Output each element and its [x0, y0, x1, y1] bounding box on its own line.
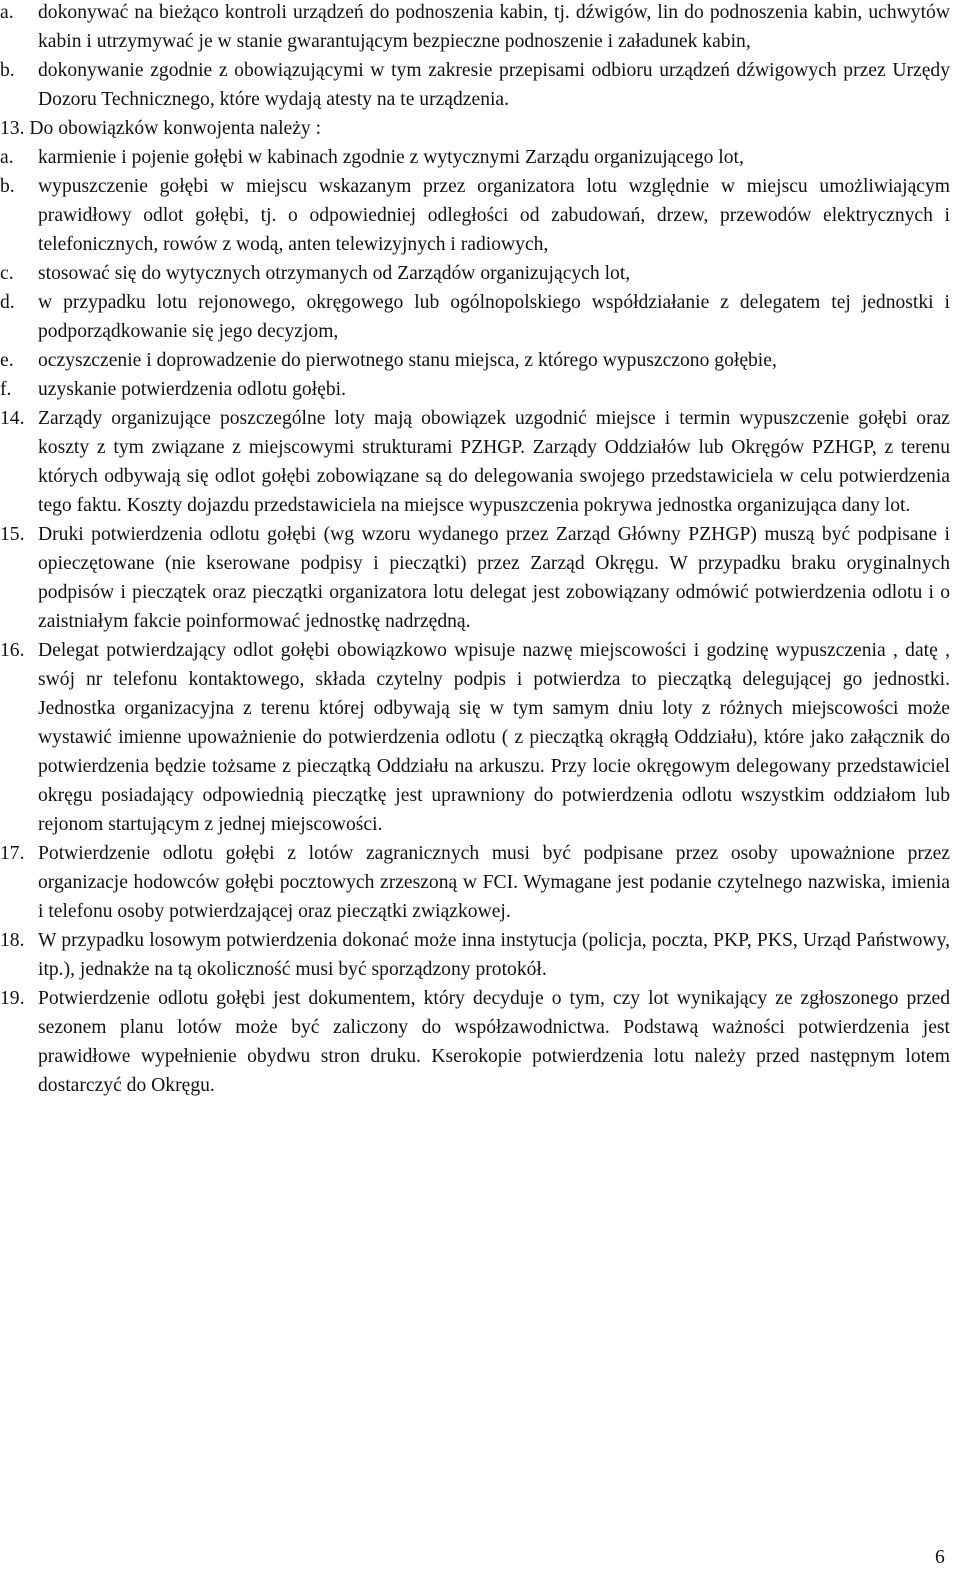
item-text: uzyskanie potwierdzenia odlotu gołębi. [38, 379, 346, 400]
section-text: Druki potwierdzenia odlotu gołębi (wg wzoru wydanego przez Zarząd Główny PZHGP) muszą być podpisane i opieczętowane (nie kserowane podpisy i pieczątki) przez Zarząd Okręgu. W przypadku braku oryginalnych podpisów i pieczątek oraz pieczątki organizatora lotu delegat jest zobowiązany odmówić potwierdzenia odlotu i o zaistniałym fakcie poinformować jednostkę nadrzędną. [38, 524, 950, 632]
section-14 [0, 404, 950, 520]
item-label: a. [0, 2, 14, 23]
item-text: stosować się do wytycznych otrzymanych od Zarządów organizujących lot, [38, 263, 631, 284]
section-number: 14. [0, 408, 25, 429]
list-item [0, 172, 950, 259]
list-item [0, 346, 950, 375]
section-number: 18. [0, 930, 25, 951]
section-number: 15. [0, 524, 25, 545]
item-text: wypuszczenie gołębi w miejscu wskazanym przez organizatora lotu względnie w miejscu umożliwiającym prawidłowy odlot gołębi, tj. o odpowiedniej odległości od zabudowań, drzew, przewodów elektrycznych i telefonicznych, rowów z wodą, anten telewizyjnych i radiowych, [38, 176, 950, 255]
section-text: Potwierdzenie odlotu gołębi z lotów zagranicznych musi być podpisane przez osoby upoważnione przez organizacje hodowców gołębi pocztowych zrzeszoną w FCI. Wymagane jest podanie czytelnego nazwiska, imienia i telefonu osoby potwierdzającej oraz pieczątki związkowej. [38, 843, 950, 922]
item-label: f. [0, 379, 12, 400]
section-heading-text: Do obowiązków konwojenta należy : [29, 118, 322, 139]
item-text: karmienie i pojenie gołębi w kabinach zgodnie z wytycznymi Zarządu organizującego lot, [38, 147, 744, 168]
item-text: dokonywanie zgodnie z obowiązującymi w tym zakresie przepisami odbioru urządzeń dźwigowych przez Urzędy Dozoru Technicznego, które wydają atesty na te urządzenia. [38, 60, 950, 110]
item-label: b. [0, 60, 15, 81]
list-item [0, 259, 950, 288]
section-text: W przypadku losowym potwierdzenia dokonać może inna instytucja (policja, poczta, PKP, PKS, Urząd Państwowy, itp.), jednakże na tą okoliczność musi być sporządzony protokół. [38, 930, 950, 980]
item-text: dokonywać na bieżąco kontroli urządzeń do podnoszenia kabin, tj. dźwigów, lin do podnoszenia kabin, uchwytów kabin i utrzymywać je w stanie gwarantującym bezpieczne podnoszenie i załadunek kabin, [38, 2, 950, 52]
section-15 [0, 520, 950, 636]
item-label: d. [0, 292, 15, 313]
page-number: 6 [935, 1547, 945, 1568]
section-17 [0, 839, 950, 926]
item-label: e. [0, 350, 14, 371]
section-number: 17. [0, 843, 25, 864]
section-18 [0, 926, 950, 984]
item-text: w przypadku lotu rejonowego, okręgowego lub ogólnopolskiego współdziałanie z delegatem tej jednostki i podporządkowanie się jego decyzjom, [38, 292, 950, 342]
list-item [0, 56, 950, 114]
list-item [0, 0, 950, 56]
section-19 [0, 984, 950, 1100]
item-label: a. [0, 147, 14, 168]
section-text: Potwierdzenie odlotu gołębi jest dokumentem, który decyduje o tym, czy lot wynikający ze zgłoszonego przed sezonem planu lotów może być zaliczony do współzawodnictwa. Podstawą ważności potwierdzenia jest prawidłowe wypełnienie obydwu stron druku. Kserokopie potwierdzenia lotu należy przed następnym lotem dostarczyć do Okręgu. [38, 988, 950, 1096]
section-number: 16. [0, 640, 25, 661]
list-item [0, 288, 950, 346]
item-text: oczyszczenie i doprowadzenie do pierwotnego stanu miejsca, z którego wypuszczono gołębie, [38, 350, 777, 371]
section-text: Delegat potwierdzający odlot gołębi obowiązkowo wpisuje nazwę miejscowości i godzinę wypuszczenia , datę , swój nr telefonu kontaktowego, składa czytelny podpis i potwierdza to pieczątką delegującej go jednostki. Jednostka organizacyjna z terenu której odbywają się w tym samym dniu loty z różnych miejscowości może wystawić imienne upoważnienie do potwierdzenia odlotu ( z pieczątką okrągłą Oddziału), które jako załącznik do potwierdzenia będzie tożsame z pieczątką Oddziału na arkuszu. Przy locie okręgowym delegowany przedstawiciel okręgu posiadający odpowiednią pieczątkę jest uprawniony do potwierdzenia odlotu wszystkim oddziałom lub rejonom startującym z jednej miejscowości. [38, 640, 950, 835]
item-label: b. [0, 176, 15, 197]
list-item [0, 375, 950, 404]
section-13-heading [0, 114, 960, 143]
section-number: 13. [0, 118, 25, 139]
list-item [0, 143, 950, 172]
section-number: 19. [0, 988, 25, 1009]
item-label: c. [0, 263, 14, 284]
section-text: Zarządy organizujące poszczególne loty mają obowiązek uzgodnić miejsce i termin wypuszczenie gołębi oraz koszty z tym związane z miejscowymi strukturami PZHGP. Zarządy Oddziałów lub Okręgów PZHGP, z terenu których odbywają się odlot gołębi zobowiązane są do delegowania swojego przedstawiciela w celu potwierdzenia tego faktu. Koszty dojazdu przedstawiciela na miejsce wypuszczenia pokrywa jednostka organizująca dany lot. [38, 408, 950, 516]
section-16 [0, 636, 950, 839]
